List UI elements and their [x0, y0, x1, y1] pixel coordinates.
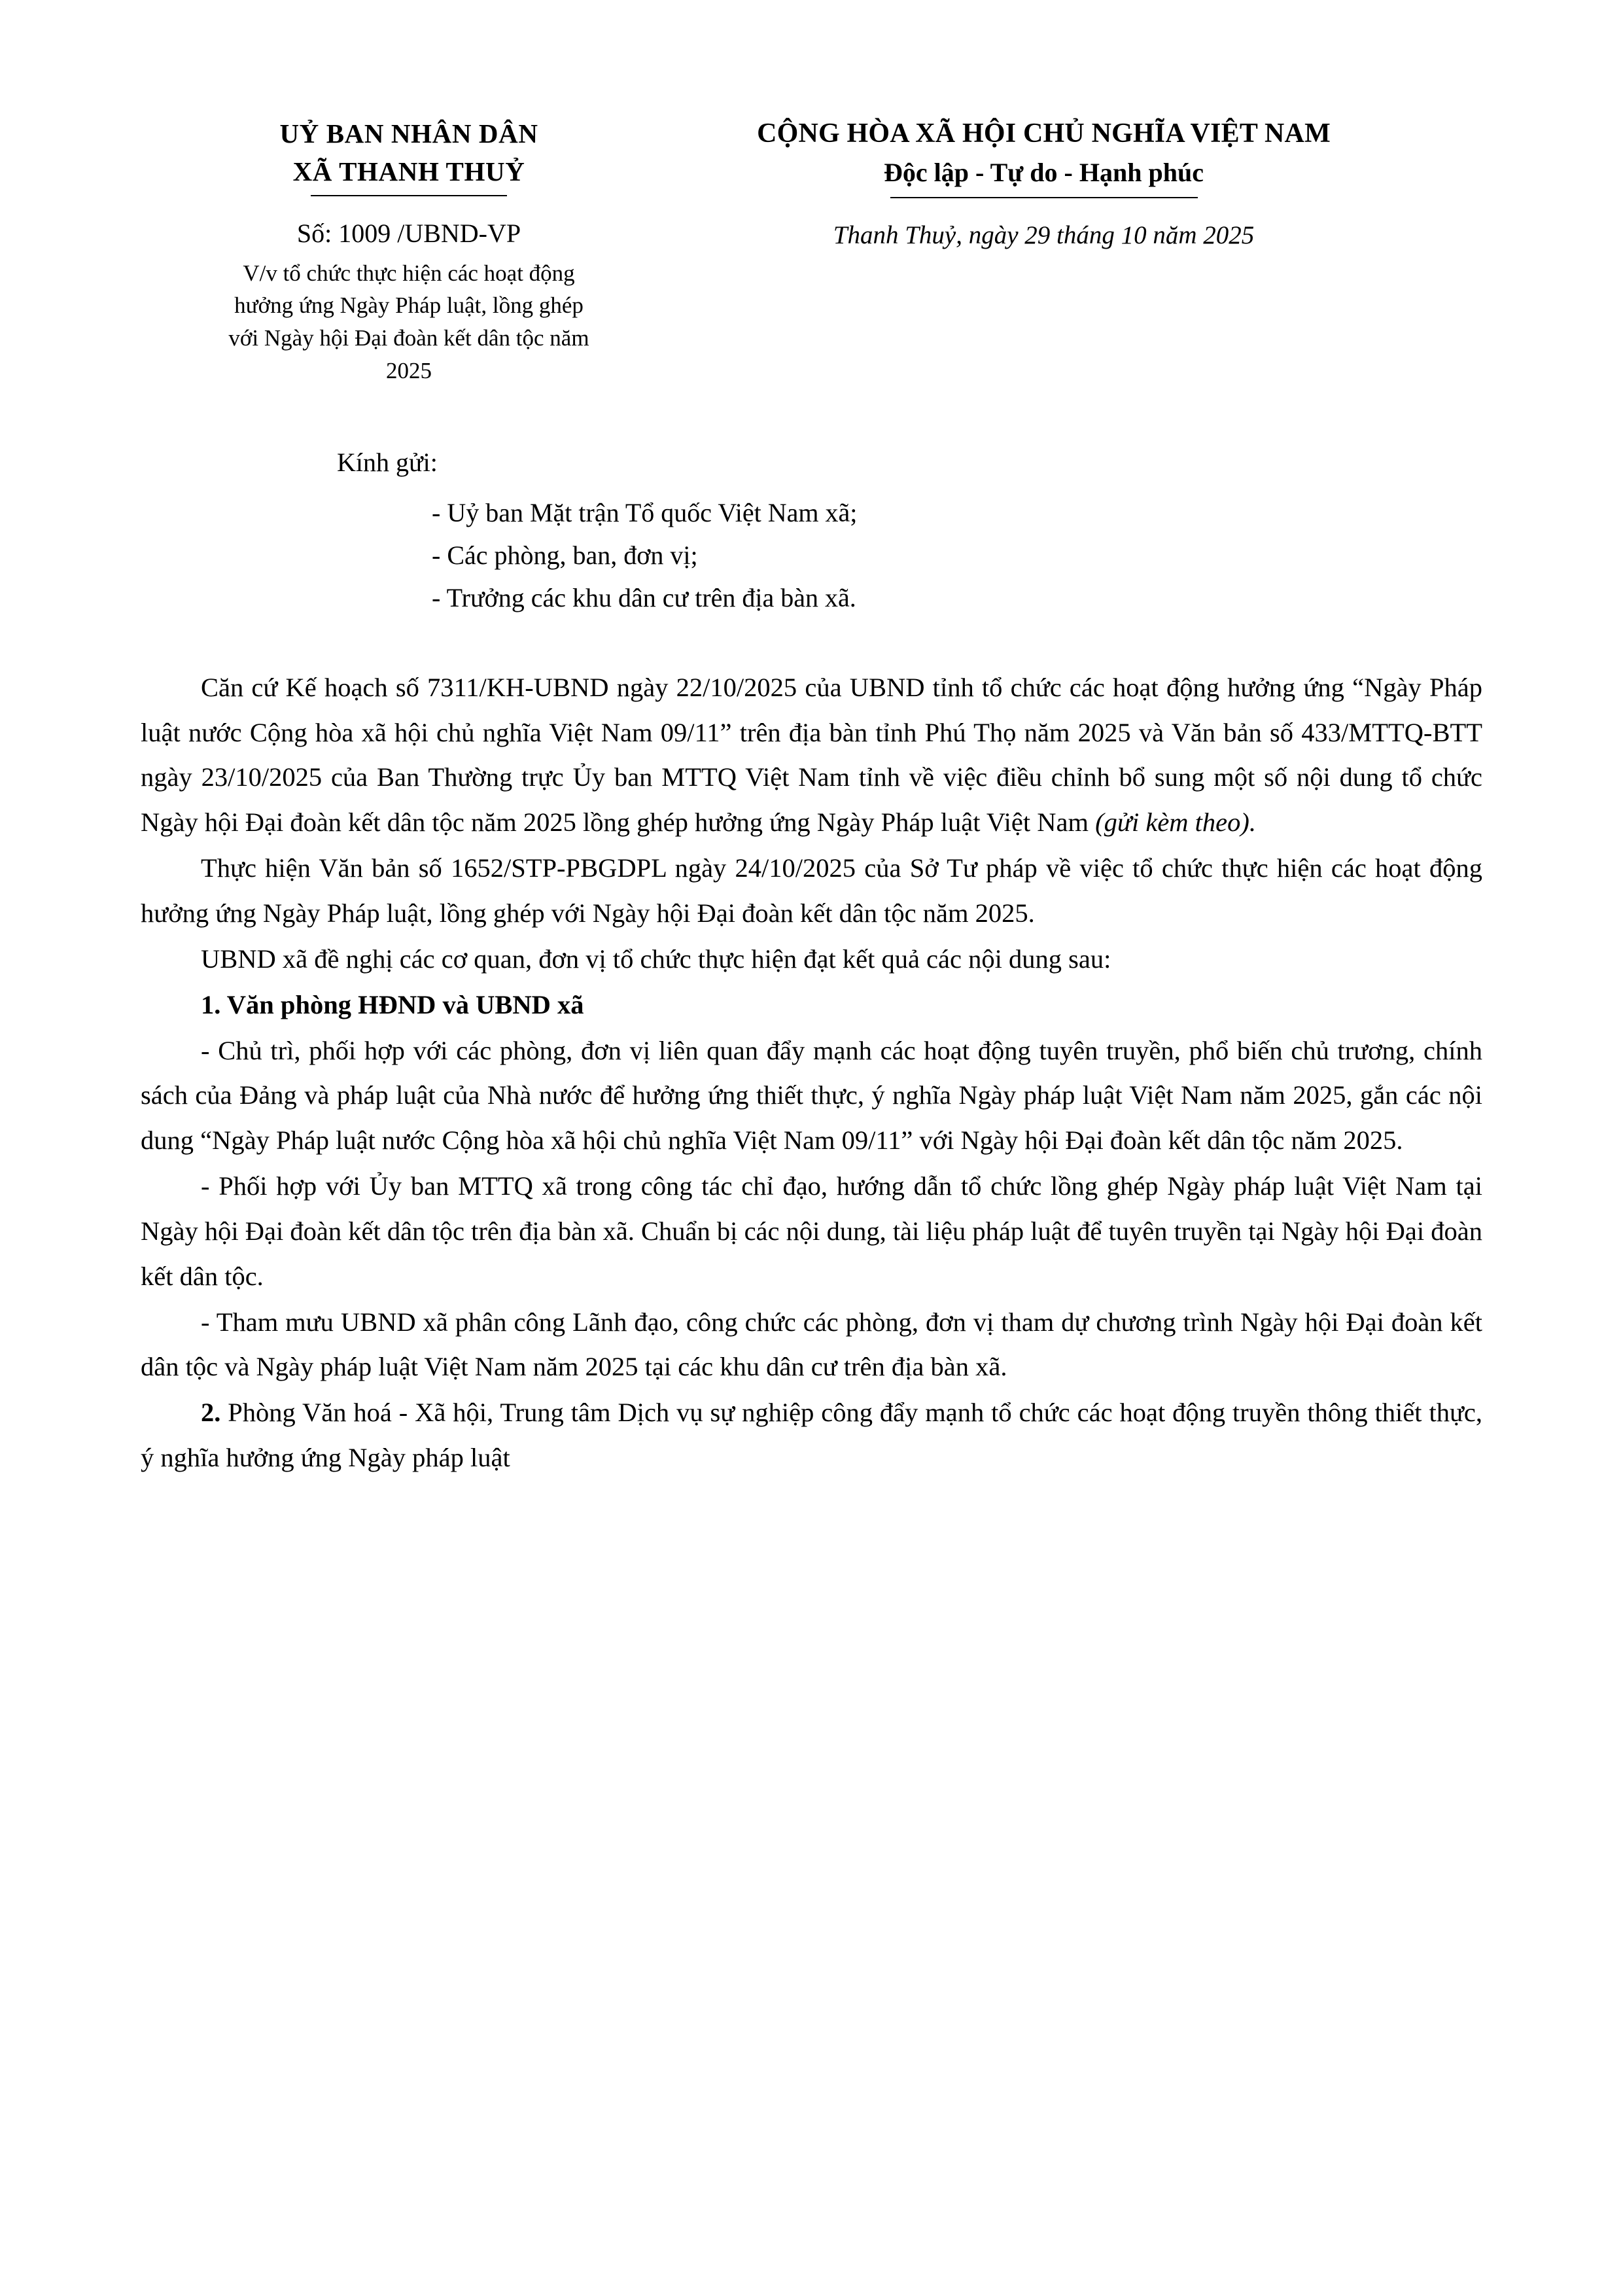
recipients-list: [141, 492, 1482, 619]
organization-line-2: XÃ THANH THUỶ: [292, 156, 525, 187]
section-1-bullet-3: - Tham mưu UBND xã phân công Lãnh đạo, công chức các phòng, đơn vị tham dự chương trình Ngày hội Đại đoàn kết dân tộc và Ngày pháp luật Việt Nam năm 2025 tại các khu dân cư trên địa bàn xã.: [141, 1307, 1482, 1382]
paragraph-legal-basis-text: Căn cứ Kế hoạch số 7311/KH-UBND ngày 22/10/2025 của UBND tỉnh tổ chức các hoạt động hưởng ứng “Ngày Pháp luật nước Cộng hòa xã hội chủ nghĩa Việt Nam 09/11” trên địa bàn tỉnh Phú Thọ năm 2025 và Văn bản số 433/MTTQ-BTT ngày 23/10/2025 của Ban Thường trực Ủy ban MTTQ Việt Nam tỉnh về việc điều chỉnh bổ sung một số nội dung tổ chức Ngày hội Đại đoàn kết dân tộc năm 2025 lồng ghép hưởng ứng Ngày Pháp luật Việt Nam: [141, 672, 1482, 838]
document-header: [141, 115, 1482, 198]
national-motto: Độc lập - Tự do - Hạnh phúc: [884, 157, 1204, 187]
document-subject: V/v tổ chức thực hiện các hoạt động hưởng ứng Ngày Pháp luật, lồng ghép với Ngày hội Đại đoàn kết dân tộc năm 2025: [228, 260, 589, 383]
national-heading: [599, 115, 1482, 198]
list-item: - Uỷ ban Mặt trận Tổ quốc Việt Nam xã;: [432, 498, 858, 528]
recipients-label: Kính gửi:: [337, 448, 438, 478]
paragraph-legal-basis-note: (gửi kèm theo).: [1095, 807, 1257, 838]
section-1-heading: [141, 983, 1482, 1028]
list-item: - Trưởng các khu dân cư trên địa bàn xã.: [432, 582, 856, 612]
section-1-bullet-2: - Phối hợp với Ủy ban MTTQ xã trong công tác chỉ đạo, hướng dẫn tổ chức lồng ghép Ngày pháp luật Việt Nam tại Ngày hội Đại đoàn kết dân tộc trên địa bàn xã. Chuẩn bị các nội dung, tài liệu pháp luật để tuyên truyền tại Ngày hội Đại đoàn kết dân tộc.: [141, 1171, 1482, 1291]
place-and-date: Thanh Thuỷ, ngày 29 tháng 10 năm 2025: [833, 221, 1255, 249]
list-item: - Các phòng, ban, đơn vị;: [432, 540, 698, 571]
issuing-organization: [141, 115, 599, 196]
document-number: Số: 1009 /UBND-VP: [296, 218, 521, 248]
section-2-number: 2.: [201, 1398, 221, 1428]
section-1-bullet-1: - Chủ trì, phối hợp với các phòng, đơn vị liên quan đẩy mạnh các hoạt động tuyên truyền, phổ biến chủ trương, chính sách của Đảng và pháp luật của Nhà nước để hưởng ứng thiết thực, ý nghĩa Ngày pháp luật Việt Nam năm 2025, gắn các nội dung “Ngày Pháp luật nước Cộng hòa xã hội chủ nghĩa Việt Nam 09/11” với Ngày hội Đại đoàn kết dân tộc năm 2025.: [141, 1035, 1482, 1156]
motto-underline: [890, 197, 1198, 198]
country-name: CỘNG HÒA XÃ HỘI CHỦ NGHĨA VIỆT NAM: [757, 118, 1331, 149]
document-subheader: [141, 215, 1482, 387]
section-2-text: Phòng Văn hoá - Xã hội, Trung tâm Dịch vụ sự nghiệp công đẩy mạnh tổ chức các hoạt động truyền thông thiết thực, ý nghĩa hưởng ứng Ngày pháp luật: [141, 1398, 1482, 1473]
organization-line-1: UỶ BAN NHÂN DÂN: [279, 118, 538, 149]
document-body: [141, 665, 1482, 1481]
paragraph-implementation: Thực hiện Văn bản số 1652/STP-PBGDPL ngày 24/10/2025 của Sở Tư pháp về việc tổ chức thực hiện các hoạt động hưởng ứng Ngày Pháp luật, lồng ghép với Ngày hội Đại đoàn kết dân tộc năm 2025.: [141, 853, 1482, 928]
organization-underline: [311, 195, 507, 196]
section-1-number: 1.: [201, 989, 221, 1019]
section-1-title: Văn phòng HĐND và UBND xã: [220, 989, 584, 1019]
document-number-block: [141, 215, 599, 387]
section-2-heading: [141, 1390, 1482, 1481]
place-date-block: [599, 215, 1482, 250]
paragraph-legal-basis: [141, 665, 1482, 845]
paragraph-request: UBND xã đề nghị các cơ quan, đơn vị tổ chức thực hiện đạt kết quả các nội dung sau:: [201, 944, 1111, 974]
